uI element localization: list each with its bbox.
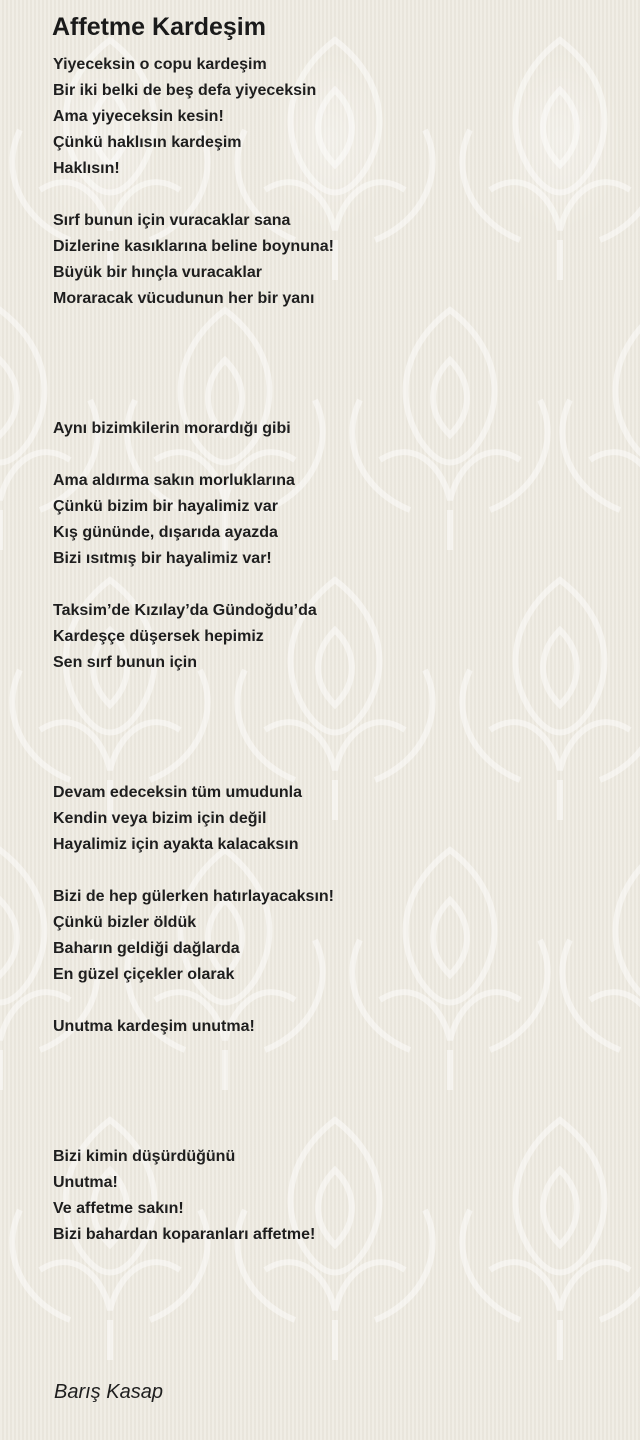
stanza-break <box>53 572 613 598</box>
poem-line: Yiyeceksin o copu kardeşim <box>53 56 267 73</box>
poem-line: Hayalimiz için ayakta kalacaksın <box>53 836 299 853</box>
poem-line: Unutma! <box>53 1174 118 1191</box>
poem-line: Büyük bir hınçla vuracaklar <box>53 264 262 281</box>
poem-line: Unutma kardeşim unutma! <box>53 1018 255 1035</box>
poem-line: Sen sırf bunun için <box>53 654 198 671</box>
stanza-break <box>53 676 613 702</box>
poem-line: Çünkü haklısın kardeşim <box>53 134 242 151</box>
stanza-break <box>53 1118 613 1144</box>
stanza-break <box>53 442 613 468</box>
poem-line: Moraracak vücudunun her bir yanı <box>53 290 315 307</box>
poem-line: En güzel çiçekler olarak <box>53 966 235 983</box>
stanza-break <box>53 728 613 754</box>
poem-line: Bizi ısıtmış bir hayalimiz var! <box>53 550 272 567</box>
poem-line: Devam edeceksin tüm umudunla <box>53 784 302 801</box>
poem-line: Sırf bunun için vuracaklar sana <box>53 212 291 229</box>
poem-line: Kardeşçe düşersek hepimiz <box>53 628 264 645</box>
poem-line: Aynı bizimkilerin morardığı gibi <box>53 420 291 437</box>
poem-line: Çünkü bizim bir hayalimiz var <box>53 498 278 515</box>
poem-line: Bizi de hep gülerken hatırlayacaksın! <box>53 888 334 905</box>
stanza-break <box>53 1040 613 1066</box>
poem-line: Dizlerine kasıklarına beline boynuna! <box>53 238 334 255</box>
poem-line: Baharın geldiği dağlarda <box>53 940 240 957</box>
stanza-break <box>53 988 613 1014</box>
poem-author: Barış Kasap <box>54 1381 163 1403</box>
poem-line: Ama aldırma sakın morluklarına <box>53 472 295 489</box>
stanza-break <box>53 1066 613 1092</box>
stanza-break <box>53 1092 613 1118</box>
stanza-break <box>53 390 613 416</box>
poem-line: Bizi bahardan koparanları affetme! <box>53 1226 316 1243</box>
stanza-break <box>53 312 613 338</box>
stanza-break <box>53 858 613 884</box>
poem-line: Çünkü bizler öldük <box>53 914 197 931</box>
poem-line: Ama yiyeceksin kesin! <box>53 108 224 125</box>
poem-body <box>53 52 613 1248</box>
poem-line: Ve affetme sakın! <box>53 1200 184 1217</box>
poem-line: Bir iki belki de beş defa yiyeceksin <box>53 82 317 99</box>
stanza-break <box>53 338 613 364</box>
poem-line: Taksim’de Kızılay’da Gündoğdu’da <box>53 602 317 619</box>
poem-title: Affetme Kardeşim <box>52 13 266 41</box>
poem-line: Kış gününde, dışarıda ayazda <box>53 524 278 541</box>
stanza-break <box>53 702 613 728</box>
poem-line: Haklısın! <box>53 160 120 177</box>
poem-line: Bizi kimin düşürdüğünü <box>53 1148 236 1165</box>
poem-line: Kendin veya bizim için değil <box>53 810 267 827</box>
stanza-break <box>53 364 613 390</box>
stanza-break <box>53 754 613 780</box>
stanza-break <box>53 182 613 208</box>
